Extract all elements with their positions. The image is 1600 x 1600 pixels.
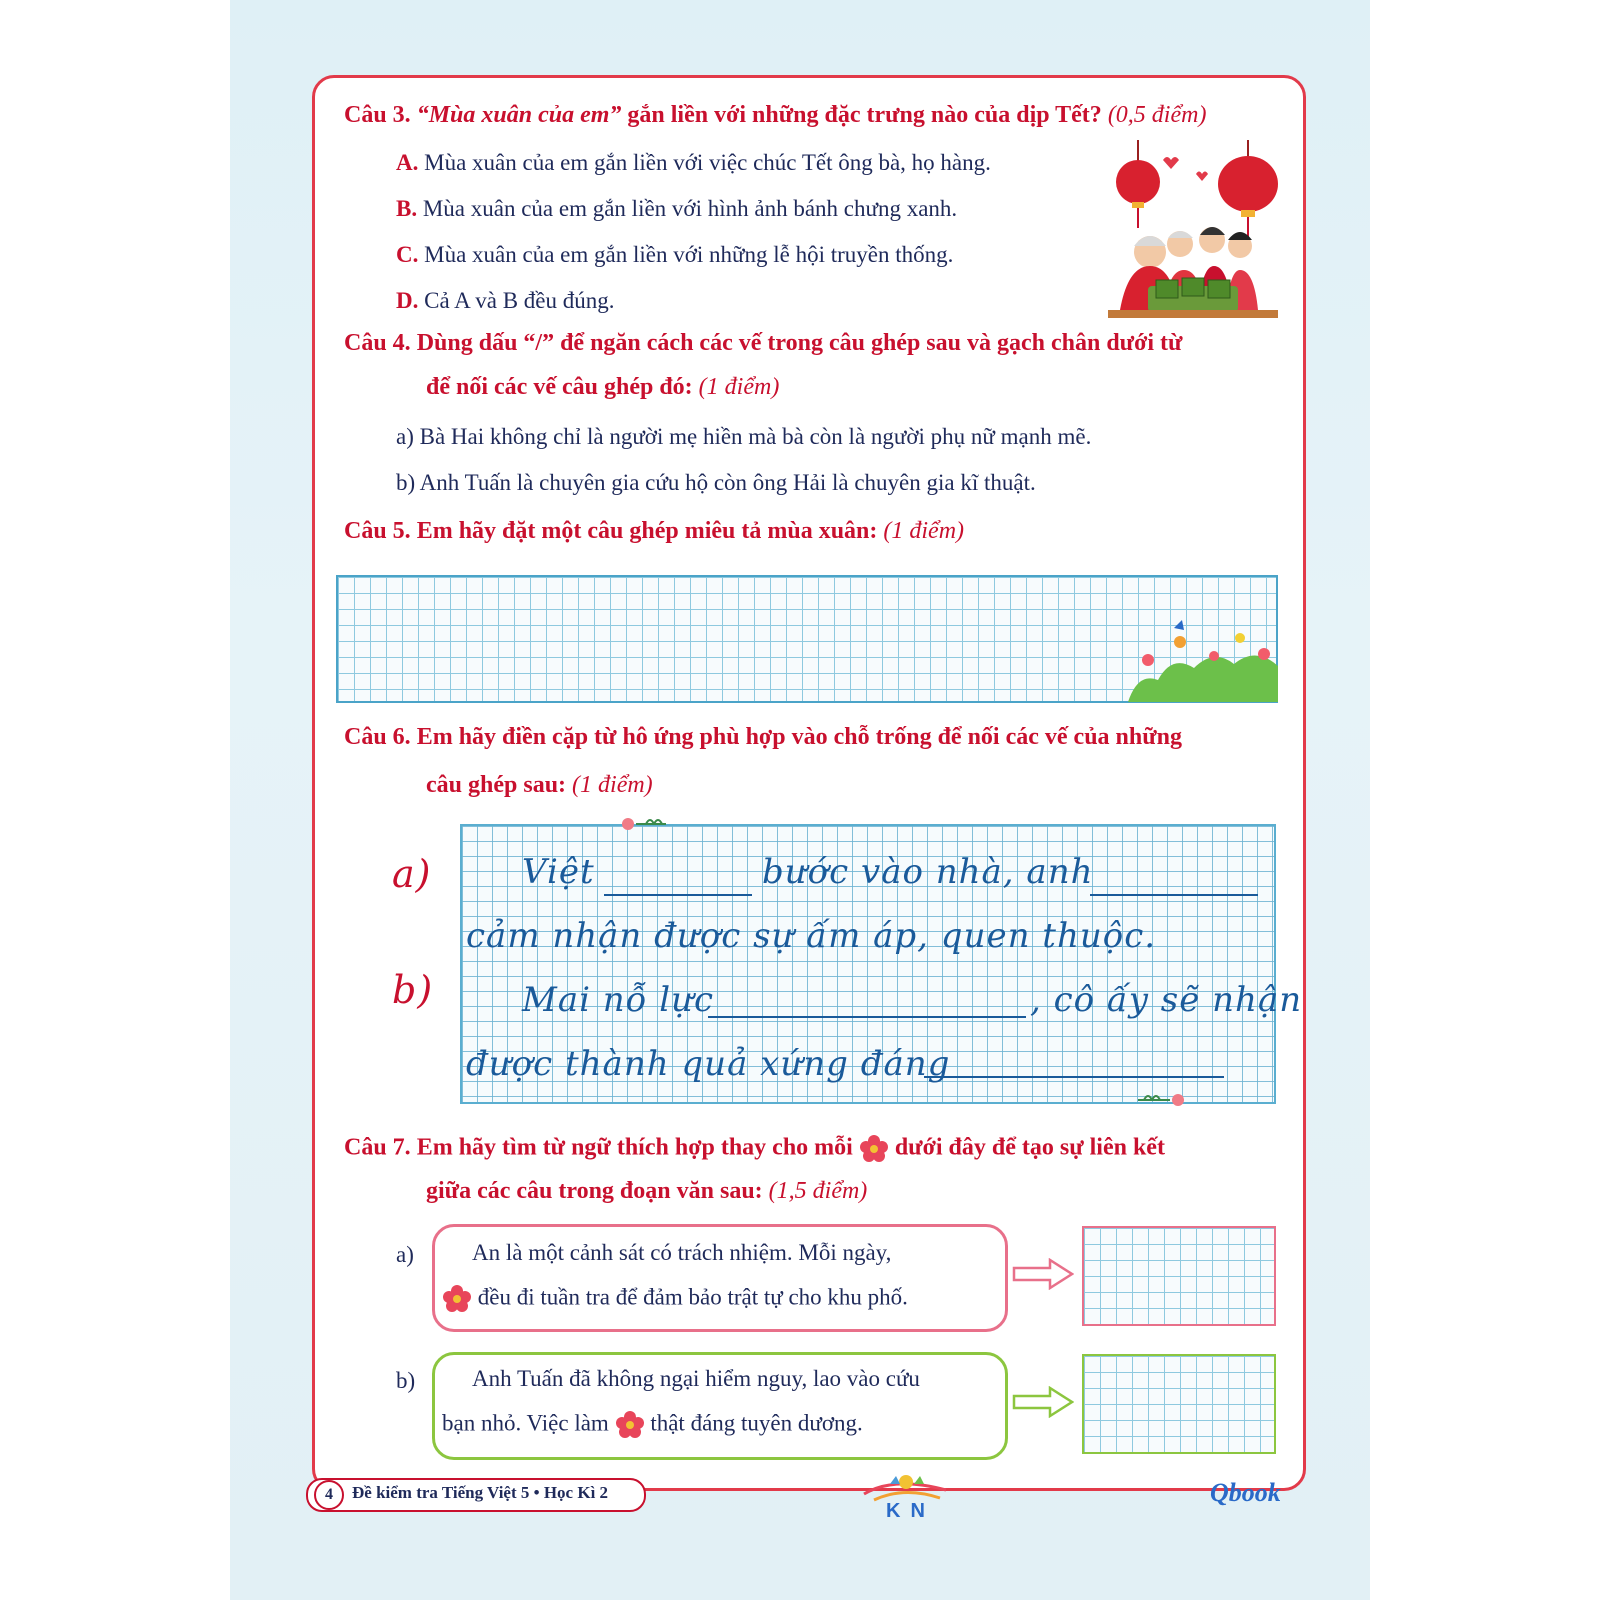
flower-icon (859, 1134, 889, 1164)
q6-heading (344, 724, 1182, 751)
q5-label: Câu 5. (344, 518, 411, 544)
q4-sentence-b[interactable]: b) Anh Tuấn là chuyên gia cứu hộ còn ông Hải là chuyên gia kĩ thuật. (396, 470, 1036, 495)
q6-heading-line2 (426, 772, 653, 799)
q5-text: Em hãy đặt một câu ghép miêu tả mùa xuân: (410, 518, 878, 544)
q3-heading (344, 102, 1206, 129)
q7-line2: giữa các câu trong đoạn văn sau: (426, 1178, 763, 1204)
q6-label-b: b) (392, 968, 434, 1012)
page-number: 4 (314, 1480, 344, 1510)
q7-b-line2a: bạn nhỏ. Việc làm (442, 1410, 609, 1436)
q7-heading-line2 (426, 1178, 867, 1205)
tet-family-illustration (1108, 140, 1278, 318)
kn-logo (860, 1474, 950, 1524)
option-letter: B. (396, 196, 418, 221)
q7-a-line1: An là một cảnh sát có trách nhiệm. Mỗi ngày, (472, 1240, 892, 1265)
q7-a-line2-text: đều đi tuần tra để đảm bảo trật tự cho khu phố. (472, 1284, 908, 1310)
arrow-right-icon-a (1012, 1258, 1074, 1290)
flower-icon (442, 1284, 472, 1314)
q6-line2: câu ghép sau: (426, 772, 567, 798)
q7-answer-box-b[interactable] (1082, 1354, 1276, 1454)
q6-b-handwriting-3: được thành quả xứng đáng (466, 1044, 951, 1084)
sprig-decoration-bottom (1136, 1092, 1186, 1108)
q4-line2: để nối các vế câu ghép đó: (426, 374, 693, 400)
q3-label: Câu 3. (344, 102, 411, 128)
option-letter: A. (396, 150, 419, 175)
q7-a-line2 (442, 1284, 908, 1314)
q7-label-b: b) (396, 1368, 416, 1393)
q4-label: Câu 4. (344, 330, 411, 356)
option-text: Mùa xuân của em gắn liền với hình ảnh bánh chưng xanh. (422, 196, 958, 221)
option-letter: D. (396, 288, 419, 313)
q6-a-blank-2[interactable] (1090, 894, 1258, 896)
q4-heading-line2 (426, 374, 779, 401)
q6-a-handwriting-2: bước vào nhà, anh (762, 852, 1094, 892)
q4-points: (1 điểm) (692, 374, 780, 400)
q6-line1: Em hãy điền cặp từ hô ứng phù hợp vào chỗ trống để nối các vế của những (410, 724, 1182, 750)
q6-b-handwriting-2: , cô ấy sẽ nhận (1030, 980, 1303, 1020)
flower-icon (615, 1410, 645, 1440)
q7-b-line2b: thật đáng tuyên dương. (644, 1410, 863, 1436)
option-letter: C. (396, 242, 419, 267)
q7-points: (1,5 điểm) (762, 1178, 868, 1204)
q7-label-a: a) (396, 1242, 414, 1267)
q6-label: Câu 6. (344, 724, 411, 750)
q6-points: (1 điểm) (566, 772, 653, 798)
q7-line1b: dưới đây để tạo sự liên kết (888, 1134, 1165, 1161)
q3-option-b[interactable] (396, 196, 957, 222)
q3-option-d[interactable] (396, 288, 615, 314)
q7-line1a: Em hãy tìm từ ngữ thích hợp thay cho mỗi (410, 1134, 853, 1161)
arrow-right-icon-b (1012, 1386, 1074, 1418)
q6-b-blank-1[interactable] (708, 1016, 1026, 1018)
q7-b-line1: Anh Tuấn đã không ngại hiểm nguy, lao vào cứu (472, 1366, 920, 1391)
q3-text: gắn liền với những đặc trưng nào của dịp Tết? (621, 102, 1102, 128)
footer-title: Đề kiểm tra Tiếng Việt 5 • Học Kì 2 (352, 1483, 609, 1502)
qbook-logo: Qbook (1210, 1478, 1281, 1507)
q6-a-handwriting-3: cảm nhận được sự ấm áp, quen thuộc. (466, 916, 1157, 956)
q3-quote: “Mùa xuân của em” (416, 102, 622, 128)
option-text: Cả A và B đều đúng. (424, 288, 615, 313)
q7-answer-box-a[interactable] (1082, 1226, 1276, 1326)
q6-label-a: a) (392, 852, 432, 896)
q3-option-a[interactable] (396, 150, 991, 176)
q5-heading (344, 518, 964, 545)
q7-label: Câu 7. (344, 1134, 411, 1161)
q7-heading (344, 1134, 1165, 1164)
q4-line1: Dùng dấu “/” để ngăn cách các vế trong câu ghép sau và gạch chân dưới từ (410, 330, 1183, 356)
q6-b-handwriting-1: Mai nỗ lực (522, 980, 715, 1020)
sprig-decoration-top (620, 816, 670, 832)
flower-garden-decoration (1128, 620, 1278, 702)
q6-a-blank-1[interactable] (604, 894, 752, 896)
q3-option-c[interactable] (396, 242, 953, 268)
q5-points: (1 điểm) (877, 518, 965, 544)
q7-b-line2 (442, 1410, 863, 1440)
option-text: Mùa xuân của em gắn liền với việc chúc Tết ông bà, họ hàng. (424, 150, 991, 175)
option-text: Mùa xuân của em gắn liền với những lễ hội truyền thống. (424, 242, 954, 267)
q6-b-blank-2[interactable] (924, 1076, 1224, 1078)
q4-heading (344, 330, 1182, 357)
q4-sentence-a[interactable]: a) Bà Hai không chỉ là người mẹ hiền mà bà còn là người phụ nữ mạnh mẽ. (396, 424, 1092, 449)
kn-logo-text: KN (886, 1500, 935, 1522)
q6-a-handwriting-1: Việt (522, 852, 595, 892)
q3-points: (0,5 điểm) (1101, 102, 1207, 128)
